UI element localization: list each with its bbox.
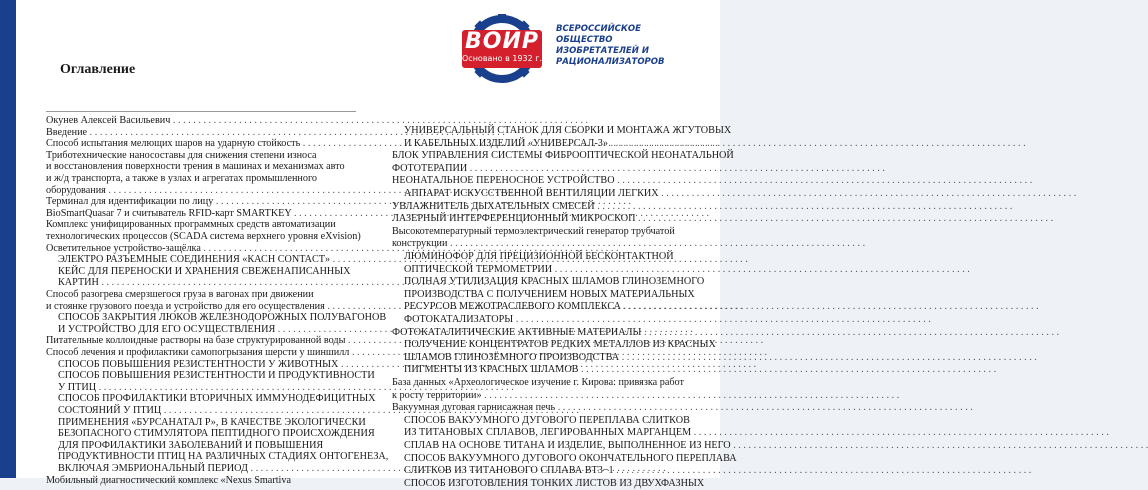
document-page <box>16 0 737 489</box>
toc-entry[interactable]: БЕЗОПАСНОГО СТИМУЛЯТОРА ПЕПТИДНОГО ПРОИСХОЖДЕНИЯ <box>58 428 375 440</box>
toc-entry[interactable]: НЕОНАТАЛЬНОЕ ПЕРЕНОСНОЕ УСТРОЙСТВО . . . <box>392 174 706 187</box>
logo-abbr: ВОИР <box>464 29 539 54</box>
toc-entry[interactable]: Комплекс унифицированных программных средств автоматизации <box>46 219 336 231</box>
toc-entry[interactable]: ПИГМЕНТЫ ИЗ КРАСНЫХ ШЛАМОВ . . . <box>392 363 706 376</box>
toc-entry[interactable]: АППАРАТ ИСКУССТВЕННОЙ ВЕНТИЛЯЦИИ ЛЕГКИХ . . . <box>392 187 706 200</box>
toc-entry[interactable]: к росту территории» . . . <box>392 389 706 402</box>
toc-entry[interactable]: и ж/д транспорта, а также в узлах и агрегатах промышленного <box>46 173 317 184</box>
toc-entry[interactable]: ПОЛНАЯ УТИЛИЗАЦИЯ КРАСНЫХ ШЛАМОВ ГЛИНОЗЕМНОГО <box>404 276 705 288</box>
voir-logo <box>444 14 734 80</box>
toc-entry[interactable]: Мобильный диагностический комплекс «Nexus Smartiva <box>46 474 291 486</box>
toc-entry[interactable]: ЛАЗЕРНЫЙ ИНТЕРФЕРЕНЦИОННЫЙ МИКРОСКОП . . . <box>392 212 706 225</box>
toc-entry[interactable]: BioSmartQuasar 7 и считыватель RFID-карт SMARTKEY . . . <box>46 207 350 220</box>
toc-entry[interactable]: Терминал для идентификации по лицу . . . <box>46 195 350 208</box>
page-title: Оглавление <box>60 62 136 77</box>
toc-entry[interactable]: ИЗ ТИТАНОВЫХ СПЛАВОВ, ЛЕГИРОВАННЫХ МАРГАНЦЕМ . . . <box>392 426 706 439</box>
toc-entry[interactable]: КАРТИН . . . <box>46 276 350 289</box>
logo-org-name <box>556 24 686 68</box>
toc-entry[interactable]: Триботехнические наносоставы для снижения степени износа <box>46 149 317 161</box>
toc-entry[interactable]: СПОСОБ ВАКУУМНОГО ДУГОВОГО ПЕРЕПЛАВА СЛИТКОВ <box>404 414 690 426</box>
logo-line: ИЗОБРЕТАТЕЛЕЙ И <box>556 46 649 56</box>
toc-entry[interactable]: СОСТОЯНИЙ У ПТИЦ . . . <box>46 404 350 417</box>
logo-founded: Основано в 1932 г. <box>462 54 543 63</box>
toc-entry[interactable]: Питательные коллоидные растворы на базе структурированной воды . . . <box>46 334 350 347</box>
logo-line: ВСЕРОССИЙСКОЕ <box>556 24 641 34</box>
toc-entry[interactable]: ЛЮМИНОФОР ДЛЯ ПРЕЦИЗИОННОЙ БЕСКОНТАКТНОЙ <box>404 251 674 262</box>
toc-entry[interactable]: и стоянке грузового поезда и устройство для его осуществления . . . <box>46 300 350 313</box>
logo-line: ОБЩЕСТВО <box>556 35 613 45</box>
toc-entry[interactable]: оборудования . . . <box>46 184 350 197</box>
toc-entry[interactable]: СПОСОБ ПОВЫШЕНИЯ РЕЗИСТЕНТНОСТИ И ПРОДУКТИВНОСТИ <box>58 370 375 382</box>
toc-entry[interactable]: ФОТОТЕРАПИИ . . . <box>392 162 706 175</box>
toc-entry[interactable]: СПЛАВ НА ОСНОВЕ ТИТАНА И ИЗДЕЛИЕ, ВЫПОЛНЕННОЕ ИЗ НЕГО . . . <box>392 439 706 452</box>
toc-entry[interactable]: КЕЙС ДЛЯ ПЕРЕНОСКИ И ХРАНЕНИЯ СВЕЖЕНАПИСАННЫХ <box>58 265 351 277</box>
toc-entry[interactable]: ПОЛУЧЕНИЕ КОНЦЕНТРАТОВ РЕДКИХ МЕТАЛЛОВ ИЗ КРАСНЫХ <box>404 339 716 351</box>
toc-entry[interactable]: База данных «Археологическое изучение г. Кирова: привязка работ <box>392 377 684 388</box>
toc-entry[interactable]: ПРОДУКТИВНОСТИ ПТИЦ НА РАЗЛИЧНЫХ СТАДИЯХ ОНТОГЕНЕЗА, <box>58 451 389 463</box>
toc-entry[interactable]: ПРОИЗВОДСТВА С ПОЛУЧЕНИЕМ НОВЫХ МАТЕРИАЛЬНЫХ <box>404 288 695 300</box>
logo-badge <box>462 30 542 68</box>
toc-entry[interactable]: СПОСОБ ВАКУУМНОГО ДУГОВОГО ОКОНЧАТЕЛЬНОГО ПЕРЕПЛАВА <box>404 452 737 464</box>
toc-entry[interactable]: СЛИТКОВ ИЗ ТИТАНОВОГО СПЛАВА ВТ3−1 . . . <box>392 464 706 477</box>
toc-entry[interactable]: технологических процессов (SCADA система верхнего уровня eXvision) <box>46 231 361 242</box>
toc-entry[interactable]: ШЛАМОВ ГЛИНОЗЁМНОГО ПРОИЗВОДСТВА . . . <box>392 351 706 364</box>
toc-entry[interactable]: СПОСОБ ПРОФИЛАКТИКИ ВТОРИЧНЫХ ИММУНОДЕФИЦИТНЫХ <box>58 393 376 405</box>
toc-entry[interactable]: Высокотемпературный термоэлектрический генератор трубчатой <box>392 225 675 237</box>
toc-entry[interactable]: ВКЛЮЧАЯ ЭМБРИОНАЛЬНЫЙ ПЕРИОД . . . <box>46 462 350 475</box>
toc-entry[interactable]: УВЛАЖНИТЕЛЬ ДЫХАТЕЛЬНЫХ СМЕСЕЙ . . . <box>392 200 706 213</box>
toc-entry[interactable]: и восстановления поверхности трения в машинах и механизмах авто <box>46 161 345 173</box>
toc-entry[interactable]: И КАБЕЛЬНЫХ ИЗДЕЛИЙ «УНИВЕРСАЛ-3» . . . <box>392 137 706 150</box>
toc-entry[interactable]: ФОТОКАТАЛИТИЧЕСКИЕ АКТИВНЫЕ МАТЕРИАЛЫ . . . <box>392 326 706 339</box>
toc-entry[interactable]: Введение . . . <box>46 126 350 139</box>
logo-line: РАЦИОНАЛИЗАТОРОВ <box>556 57 665 67</box>
toc-entry[interactable]: ДЛЯ ПРОФИЛАКТИКИ ЗАБОЛЕВАНИЙ И ПОВЫШЕНИЯ <box>58 439 324 451</box>
toc-entry[interactable]: конструкции . . . <box>392 237 706 250</box>
toc-entry[interactable]: Осветительное устройство-защёлка . . . <box>46 242 350 255</box>
toc-entry[interactable]: СПОСОБ ЗАКРЫТИЯ ЛЮКОВ ЖЕЛЕЗНОДОРОЖНЫХ ПОЛУВАГОНОВ <box>58 312 387 324</box>
toc-entry[interactable]: ЭЛЕКТРО РАЗЪЕМНЫЕ СОЕДИНЕНИЯ «КАСН CONTACT» . . . <box>46 253 350 266</box>
toc-entry[interactable]: Способ испытания мелющих шаров на ударную стойкость . . . <box>46 137 350 150</box>
toc-entry[interactable]: Вакуумная дуговая гарнисажная печь . . . <box>392 401 706 414</box>
toc-entry[interactable]: РЕСУРСОВ МЕЖОТРАСЛЕВОГО КОМПЛЕКСА . . . <box>392 300 706 313</box>
toc-entry[interactable]: БЛОК УПРАВЛЕНИЯ СИСТЕМЫ ФИБРООПТИЧЕСКОЙ НЕОНАТАЛЬНОЙ <box>392 150 734 162</box>
toc-entry[interactable]: СПОСОБ ПОВЫШЕНИЯ РЕЗИСТЕНТНОСТИ У ЖИВОТНЫХ . . . <box>46 358 350 371</box>
title-divider <box>46 111 356 112</box>
toc-entry[interactable]: ПРИМЕНЕНИЯ «БУРСАНАТАЛ Р», В КАЧЕСТВЕ ЭКОЛОГИЧЕСКИ <box>58 416 366 428</box>
toc-entry[interactable]: ФОТОКАТАЛИЗАТОРЫ . . . <box>392 313 706 326</box>
page-edge-bar <box>0 0 16 478</box>
toc-entry[interactable]: ОПТИЧЕСКОЙ ТЕРМОМЕТРИИ . . . <box>392 263 706 276</box>
toc-entry[interactable]: Способ лечения и профилактики самопогрызания шерсти у шиншилл . . . <box>46 346 350 359</box>
toc-entry[interactable]: И УСТРОЙСТВО ДЛЯ ЕГО ОСУЩЕСТВЛЕНИЯ . . . <box>46 323 350 336</box>
toc-entry[interactable]: Способ разогрева смерзшегося груза в вагонах при движении <box>46 289 314 300</box>
toc-entry[interactable]: У ПТИЦ . . . <box>46 381 350 394</box>
toc-entry[interactable]: СПОСОБ ИЗГОТОВЛЕНИЯ ТОНКИХ ЛИСТОВ ИЗ ДВУХФАЗНЫХ <box>404 477 705 489</box>
toc-entry[interactable]: УНИВЕРСАЛЬНЫЙ СТАНОК ДЛЯ СБОРКИ И МОНТАЖА ЖГУТОВЫХ <box>404 125 732 136</box>
toc-entry[interactable]: Окунев Алексей Васильевич . . . <box>46 114 350 127</box>
